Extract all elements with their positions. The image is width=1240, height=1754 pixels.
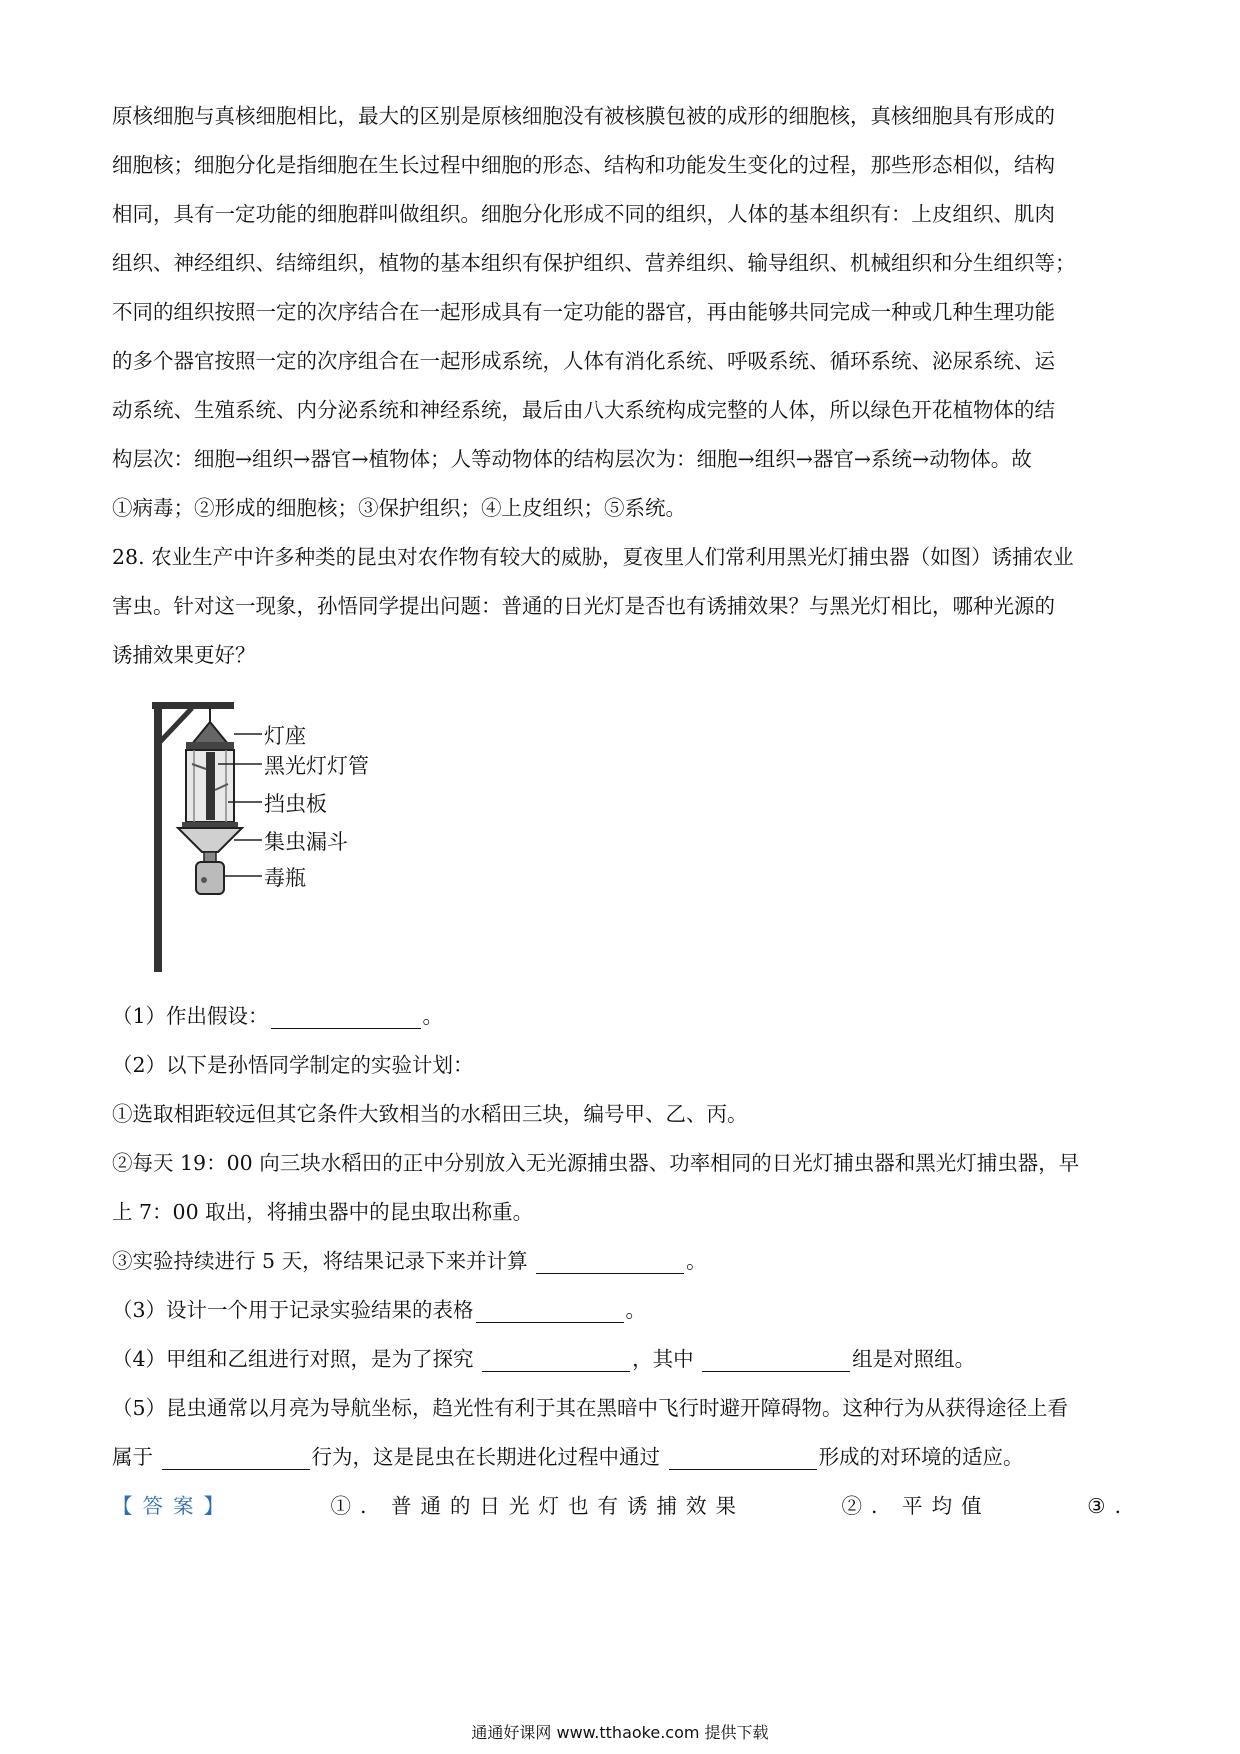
label-lamp-base: 灯座 <box>264 724 306 748</box>
text-line: 相同，具有一定功能的细胞群叫做组织。细胞分化形成不同的组织，人体的基本组织有：上皮组织、肌肉 <box>112 202 1055 226</box>
text-line: 害虫。针对这一现象，孙悟同学提出问题：普通的日光灯是否也有诱捕效果？与黑光灯相比，哪种光源的 <box>112 594 1055 618</box>
text-line: ①病毒；②形成的细胞核；③保护组织；④上皮组织；⑤系统。 <box>112 496 686 520</box>
text-line: 动系统、生殖系统、内分泌系统和神经系统，最后由八大系统构成完整的人体，所以绿色开花植物体的结 <box>112 398 1055 422</box>
plan-step-2-line-1: ②每天 19：00 向三块水稻田的正中分别放入无光源捕虫器、功率相同的日光灯捕虫器和黑光灯捕虫器，早 <box>112 1151 1080 1175</box>
label-baffle: 挡虫板 <box>264 792 327 816</box>
document-page <box>112 92 1130 1531</box>
answer-blank[interactable] <box>271 1002 421 1029</box>
text: 。 <box>686 1249 707 1273</box>
label-poison-bottle: 毒瓶 <box>264 866 306 890</box>
text: 组是对照组。 <box>852 1347 976 1371</box>
text-line: 28. 农业生产中许多种类的昆虫对农作物有较大的威胁，夏夜里人们常利用黑光灯捕虫器（如图）诱捕农业 <box>112 545 1074 569</box>
sub-question-3 <box>112 1286 1130 1335</box>
answer-blank[interactable] <box>702 1345 850 1372</box>
text-line: 细胞核；细胞分化是指细胞在生长过程中细胞的形态、结构和功能发生变化的过程，那些形态相似，结构 <box>112 153 1055 177</box>
plan-step-2-line-2: 上 7：00 取出，将捕虫器中的昆虫取出称重。 <box>112 1200 534 1224</box>
text: 形成的对环境的适应。 <box>818 1445 1024 1469</box>
answer-2: ②. 平均值 <box>841 1494 991 1518</box>
text-line: 原核细胞与真核细胞相比，最大的区别是原核细胞没有被核膜包被的成形的细胞核，真核细胞具有形成的 <box>112 104 1055 128</box>
text-line: 的多个器官按照一定的次序组合在一起形成系统，人体有消化系统、呼吸系统、循环系统、泌尿系统、运 <box>112 349 1055 373</box>
text: 行为，这是昆虫在长期进化过程中通过 <box>311 1445 661 1469</box>
answer-3: ③. <box>1087 1494 1130 1518</box>
page-footer: 通通好课网 www.tthaoke.com 提供下载 <box>471 1723 769 1742</box>
sub-question-2: （2）以下是孙悟同学制定的实验计划： <box>112 1053 474 1077</box>
label-lamp-tube: 黑光灯灯管 <box>264 754 369 778</box>
answer-blank[interactable] <box>482 1345 630 1372</box>
answer-line <box>112 1482 1130 1531</box>
text-line: 诱捕效果更好？ <box>112 643 256 667</box>
answer-blank[interactable] <box>536 1247 684 1274</box>
text: ，其中 <box>632 1347 694 1371</box>
black-light-trap-figure <box>134 694 414 984</box>
intro-paragraph <box>112 92 1130 533</box>
sub-question-4 <box>112 1335 1130 1384</box>
answer-heading: 【答案】 <box>112 1494 234 1518</box>
text: ③实验持续进行 5 天，将结果记录下来并计算 <box>112 1249 528 1273</box>
text: 。 <box>422 1004 444 1028</box>
text-line: 组织、神经组织、结缔组织，植物的基本组织有保护组织、营养组织、输导组织、机械组织和分生组织等； <box>112 251 1076 275</box>
plan-step-3 <box>112 1237 1130 1286</box>
plan-step-1: ①选取相距较远但其它条件大致相当的水稻田三块，编号甲、乙、丙。 <box>112 1102 748 1126</box>
sub-question-5-line-2 <box>112 1433 1130 1482</box>
answer-blank[interactable] <box>162 1443 310 1470</box>
text-line: 构层次：细胞→组织→器官→植物体；人等动物体的结构层次为：细胞→组织→器官→系统→动物体。故 <box>112 447 1032 471</box>
text: （1）作出假设： <box>112 1004 269 1028</box>
sub-question-1 <box>112 992 1130 1041</box>
answer-1: ①. 普通的日光灯也有诱捕效果 <box>330 1494 746 1518</box>
label-funnel: 集虫漏斗 <box>264 830 348 854</box>
sub-question-5-line-1: （5）昆虫通常以月亮为导航坐标，趋光性有利于其在黑暗中飞行时避开障碍物。这种行为从获得途径上看 <box>112 1396 1069 1420</box>
text: 。 <box>625 1298 647 1322</box>
text: （4）甲组和乙组进行对照，是为了探究 <box>112 1347 474 1371</box>
answer-blank[interactable] <box>669 1443 817 1470</box>
text: 属于 <box>112 1445 153 1469</box>
text: （3）设计一个用于记录实验结果的表格 <box>112 1298 474 1322</box>
answer-blank[interactable] <box>476 1296 624 1323</box>
question-28 <box>112 533 1130 680</box>
text-line: 不同的组织按照一定的次序结合在一起形成具有一定功能的器官，再由能够共同完成一种或几种生理功能 <box>112 300 1055 324</box>
